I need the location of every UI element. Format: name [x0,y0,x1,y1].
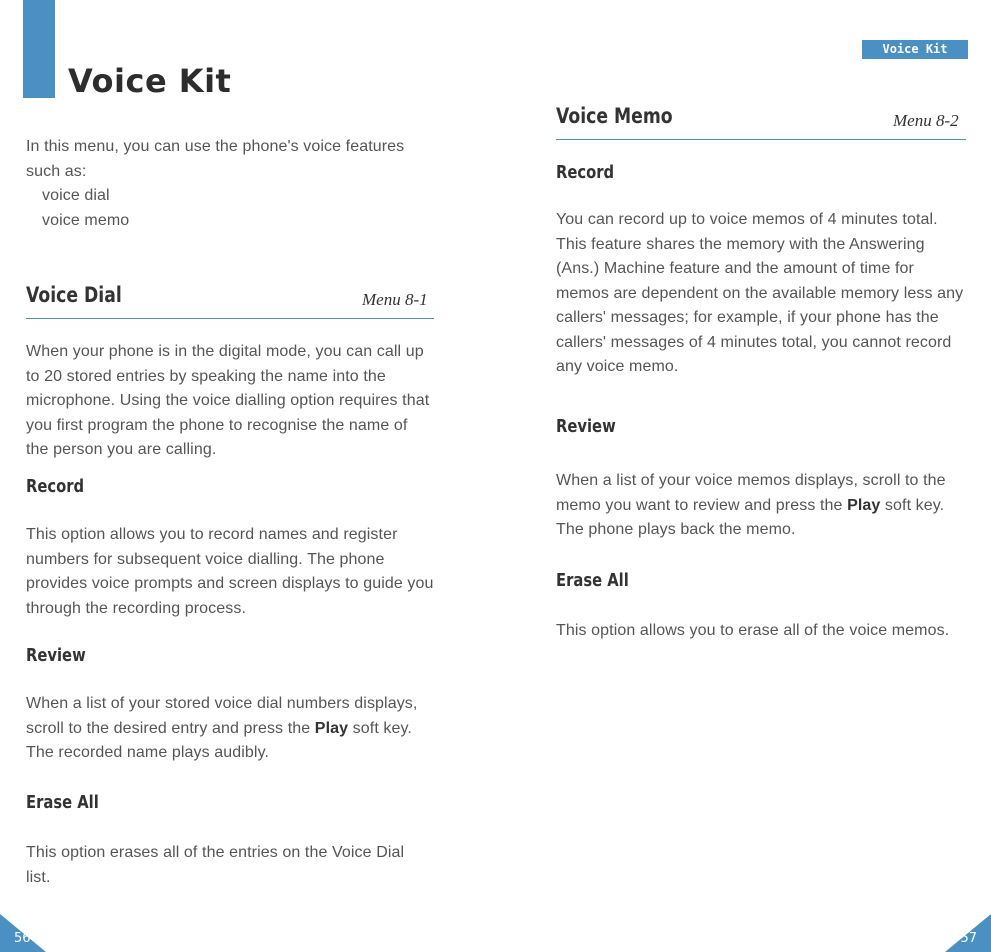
text-line: any voice memo. [556,358,679,375]
text-run: soft key. [880,496,945,514]
text-run: scroll to the desired entry and press the [26,719,315,737]
section-title-voice-dial: Voice Dial [26,283,122,307]
subheading-record: Record [556,162,615,183]
erase-all-description [26,841,446,890]
subheading-erase-all: Erase All [556,570,629,591]
text-run: memo you want to review and press the [556,496,848,514]
text-line: You can record up to voice memos of 4 minutes total. [556,211,938,228]
section-divider [26,318,434,319]
text-line: The phone plays back the memo. [556,521,796,538]
subheading-record: Record [26,476,85,497]
text-line [26,717,446,742]
section-divider [556,139,966,140]
subheading-review: Review [26,645,86,666]
section-title-voice-memo: Voice Memo [556,104,673,128]
page-number-right: 57 [960,931,977,946]
text-line: This feature shares the memory with the Answering [556,235,925,253]
text-line: provides voice prompts and screen displays to guide you [26,575,434,592]
intro-list-item: voice memo [42,211,130,229]
text-line: microphone. Using the voice dialling option requires that [26,392,430,409]
text-line: list. [26,868,51,886]
voice-dial-description [26,340,446,463]
text-line: When your phone is in the digital mode, you can call up [26,343,424,360]
text-line: This option allows you to erase all of the voice memos. [556,622,950,639]
play-key-label: Play [314,719,349,737]
record-description [556,208,981,380]
record-description [26,523,446,621]
text-line: numbers for subsequent voice dialling. The phone [26,550,385,568]
text-line: This option erases all of the entries on the Voice Dial [26,844,405,861]
menu-reference: Menu 8-1 [362,290,428,309]
text-line: The recorded name plays audibly. [26,744,270,761]
text-line: memos are dependent on the available memory less any [556,284,964,302]
subheading-erase-all: Erase All [26,792,99,813]
text-line: through the recording process. [26,599,247,617]
text-line: callers' messages; for example, if your phone has the [556,309,939,326]
intro-list-item: voice dial [42,187,110,204]
subheading-review: Review [556,416,616,437]
play-key-label: Play [847,496,881,514]
intro-line: such as: [26,162,87,180]
title-accent-bar [23,0,55,98]
text-line: This option allows you to record names and register [26,526,398,543]
review-description [556,469,981,543]
text-line: When a list of your stored voice dial numbers displays, [26,695,418,712]
intro-paragraph [26,135,446,233]
page-number-left: 56 [14,931,31,946]
text-line: callers' messages of 4 minutes total, you cannot record [556,333,952,351]
erase-all-description [556,619,981,644]
text-line: When a list of your voice memos displays, scroll to the [556,472,946,489]
text-line: (Ans.) Machine feature and the amount of time for [556,260,914,277]
text-run: soft key. [348,719,412,737]
text-line: to 20 stored entries by speaking the name into the [26,367,386,385]
review-description [26,692,446,766]
menu-reference: Menu 8-2 [893,111,959,130]
page-title: Voice Kit [68,62,232,100]
text-line [556,494,981,519]
intro-line: In this menu, you can use the phone's voice features [26,138,405,155]
text-line: the person you are calling. [26,441,217,458]
text-line: you first program the phone to recognise the name of [26,416,408,434]
running-header-tab: Voice Kit [862,40,968,59]
